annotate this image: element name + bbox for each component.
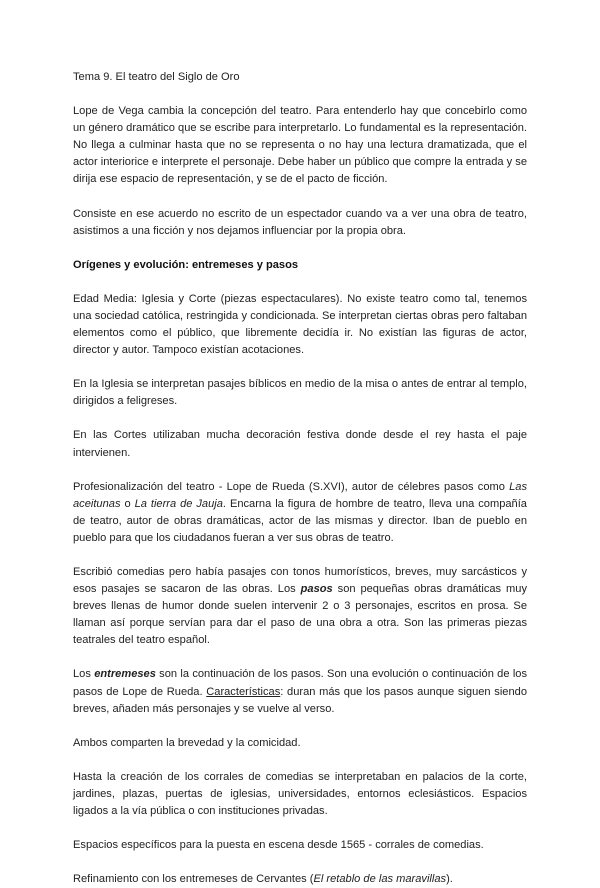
- paragraph-iglesia: En la Iglesia se interpretan pasajes bíblicos en medio de la misa o antes de entrar al templo, dirigidos a feligreses.: [73, 378, 527, 408]
- paragraph-cortes: En las Cortes utilizaban mucha decoración festiva donde desde el rey hasta el paje intervienen.: [73, 429, 527, 459]
- term-caracteristicas: Características: [206, 685, 281, 698]
- paragraph-cervantes: [73, 871, 527, 888]
- paragraph-espacios: Espacios específicos para la puesta en escena desde 1565 - corrales de comedias.: [73, 839, 484, 852]
- paragraph-ambos: Ambos comparten la brevedad y la comicidad.: [73, 736, 301, 749]
- text-span: ).: [446, 873, 453, 886]
- text-span: . Encarna la figura de hombre de teatro, lleva una compañía de teatro, autor de obras dramáticas, actor de las mismas y director. Iban de pueblo en pueblo para que los ciudadanos fueran a ver sus obras de teatro.: [73, 497, 527, 544]
- text-span: Los: [73, 668, 95, 681]
- text-span: : duran más que los pasos aunque siguen siendo breves, añaden más personajes y se vuelve al verso.: [73, 685, 527, 715]
- document-title: Tema 9. El teatro del Siglo de Oro: [73, 71, 240, 83]
- text-span: Profesionalización del teatro - Lope de Rueda (S.XVI), autor de célebres pasos como: [73, 480, 510, 493]
- section-heading: Orígenes y evolución: entremeses y pasos: [73, 258, 299, 271]
- paragraph-entremeses: [73, 666, 527, 717]
- work-title-la-tierra-de-jauja: La tierra de Jauja: [134, 497, 223, 510]
- text-span: son pequeñas obras dramáticas muy breves llenas de humor donde suelen intervenir 2 o 3 personajes, escritos en prosa. Se llaman así porque servían para dar el paso de una obra a otra. Son las primeras piezas teatrales del teatro español.: [73, 583, 527, 647]
- work-title-las-aceitunas: Las aceitunas: [73, 480, 527, 510]
- term-entremeses: entremeses: [94, 668, 156, 681]
- text-span: Escribió comedias pero había pasajes con tonos humorísticos, breves, muy sarcásticos y esos pasajes se sacaron de las obras. Los: [73, 565, 527, 596]
- paragraph-pacto-ficcion: Consiste en ese acuerdo no escrito de un espectador cuando va a ver una obra de teatro, asistimos a una ficción y nos dejamos influenciar por la propia obra.: [73, 207, 527, 237]
- text-span: Refinamiento con los entremeses de Cervantes (: [73, 873, 314, 886]
- paragraph-lope-de-vega: Lope de Vega cambia la concepción del teatro. Para entenderlo hay que concebirlo como un género dramático que se escribe para interpretarlo. Lo fundamental es la representación. No llega a culminar hasta que no se representa o no hay una lectura dramatizada, que el actor interiorice e interprete el personaje. Debe haber un público que compre la entrada y se dirija ese espacio de representación, y se de el pacto de ficción.: [73, 105, 527, 186]
- text-span: son la continuación de los pasos. Son una evolución o continuación de los pasos de Lope de Rueda.: [73, 668, 528, 698]
- paragraph-lope-de-rueda: [73, 479, 527, 547]
- term-pasos: pasos: [300, 583, 333, 596]
- paragraph-edad-media: Edad Media: Iglesia y Corte (piezas espectaculares). No existe teatro como tal, tenemos una sociedad católica, restringida y condicionada. Se interpretan ciertas obras pero faltaban elementos como el público, que libremente decidía ir. No existían las figuras de actor, director y autor. Tampoco existían acotaciones.: [73, 292, 527, 357]
- paragraph-pasos: [73, 564, 527, 649]
- work-title-el-retablo: El retablo de las maravillas: [313, 873, 447, 886]
- text-span: o: [120, 497, 135, 510]
- paragraph-corrales: Hasta la creación de los corrales de comedias se interpretaban en palacios de la corte, jardines, plazas, puertas de iglesias, universidades, entornos eclesiásticos. Espacios ligados a la vía pública o con instituciones privadas.: [73, 770, 527, 817]
